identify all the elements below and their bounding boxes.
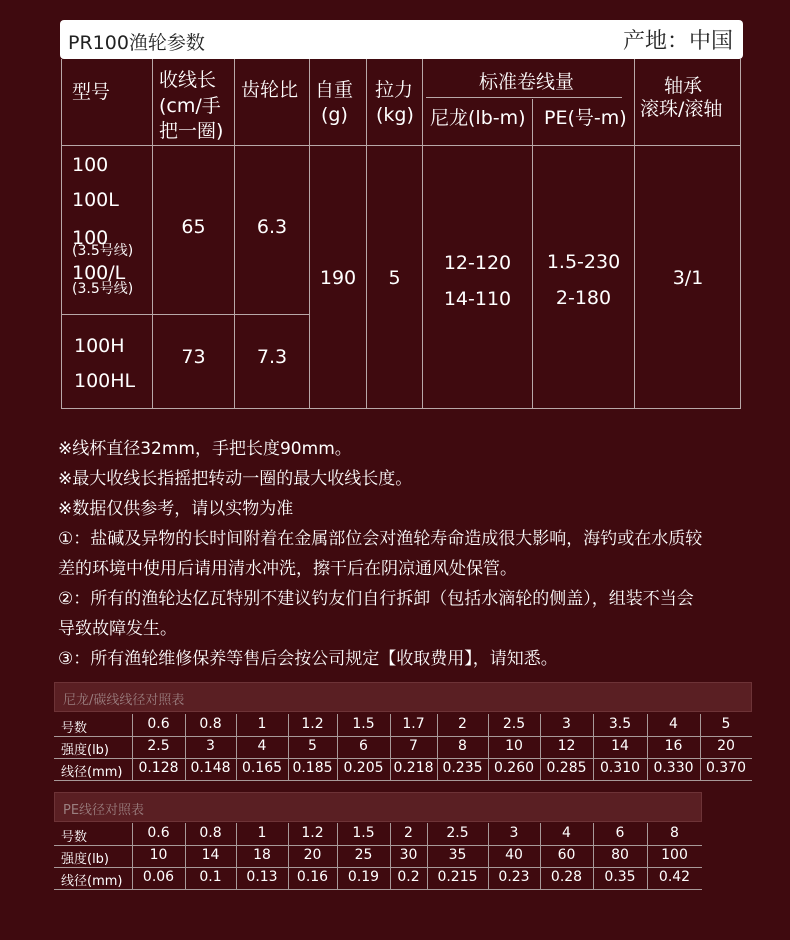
ref-row-label: 号数 [61,830,88,845]
ref-cell: 0.260 [493,760,535,776]
spec-col-divider [309,59,310,409]
ref-row-divider [54,867,702,868]
header-gear-ratio: 齿轮比 [241,79,299,101]
retrieve-value: 65 [181,216,206,238]
ref-cell: 0.28 [550,869,583,885]
spec-header-bar [60,20,743,59]
ref-cell: 2.5 [446,825,469,841]
model-100l: 100L [72,189,119,211]
ref-cell: 0.06 [142,869,175,885]
model-100h: 100H [74,335,125,357]
ref-cell: 10 [149,847,168,863]
header-nylon: 尼龙(lb-m) [430,107,526,129]
ref-cell: 0.165 [241,760,283,776]
header-weight-line1: 自重 [315,79,354,101]
ref-cell: 4 [257,738,267,754]
pe-table-title-bar [54,792,702,822]
ref-cell: 60 [557,847,576,863]
ref-cell: 20 [717,738,735,754]
retrieve-value: 73 [181,346,206,368]
ref-cell: 0.370 [705,760,747,776]
spec-col-divider [634,59,635,409]
ref-cell: 6 [359,738,368,754]
ref-row-divider [54,845,702,846]
gear-ratio-value: 7.3 [256,346,288,368]
ref-cell: 16 [664,738,683,754]
origin-label: 产地：中国 [622,29,733,54]
ref-cell: 14 [611,738,629,754]
ref-cell: 0.23 [498,869,530,885]
ref-cell: 0.6 [147,825,170,841]
ref-row-divider [54,780,752,781]
ref-cell: 1.2 [301,825,324,841]
spec-col-divider [366,59,367,409]
ref-cell: 18 [253,847,271,863]
drag-value: 5 [388,267,401,289]
ref-cell: 0.285 [546,760,587,776]
spec-title: PR100渔轮参数 [68,32,205,54]
note-repair-fee: ③：所有渔轮维修保养等售后会按公司规定【收取费用】，请知悉。 [58,649,558,669]
note-disassembly-1: ②：所有的渔轮达亿瓦特别不建议钓友们自行拆卸（包括水滴轮的侧盖），组装不当会 [58,589,694,609]
ref-cell: 0.19 [347,869,380,885]
ref-cell: 0.205 [343,760,384,776]
nylon-table-title-bar [54,682,752,712]
header-retrieve-line1: 收线长 [159,69,217,91]
ref-cell: 8 [458,738,467,754]
model-100: 100 [72,154,109,176]
header-capacity: 标准卷线量 [479,71,575,93]
ref-row-label: 号数 [61,721,88,736]
header-weight-line2: (g) [321,104,348,126]
weight-value: 190 [319,267,357,289]
ref-cell: 1 [257,716,267,732]
ref-cell: 1.5 [352,825,375,841]
ref-cell: 2.5 [147,738,170,754]
ref-cell: 1.5 [352,716,375,732]
ref-cell: 0.8 [199,716,222,732]
ref-cell: 1.2 [301,716,324,732]
header-retrieve-line2: (cm/手 [159,95,221,117]
capacity-underline [426,97,622,98]
note-reference-only: ※数据仅供参考，请以实物为准 [58,499,294,519]
ref-cell: 0.8 [199,825,222,841]
ref-row-label: 线径(mm) [61,765,123,780]
header-drag-line2: (kg) [376,104,414,126]
ref-cell: 1 [257,825,267,841]
ref-cell: 0.330 [653,760,694,776]
ref-row-divider [54,889,702,890]
note-maintenance-2: 差的环境中使用后请用清水冲洗，擦干后在阴凉通风处保管。 [58,559,517,579]
note-maintenance-1: ①：盐碱及异物的长时间附着在金属部位会对渔轮寿命造成很大影响，海钓或在水质较 [58,529,703,549]
ref-cell: 0.310 [599,760,641,776]
ref-cell: 0.218 [393,760,434,776]
ref-cell: 10 [505,738,523,754]
model-100-35: 100 [72,227,109,249]
ref-cell: 0.1 [199,869,222,885]
ref-cell: 0.185 [292,760,333,776]
spec-header-divider [61,145,741,146]
ref-cell: 6 [615,825,625,841]
ref-cell: 80 [611,847,629,863]
note-max-retrieve: ※最大收线长指摇把转动一圈的最大收线长度。 [58,469,413,489]
ref-cell: 20 [303,847,322,863]
header-model: 型号 [72,81,111,103]
spec-col-divider [422,59,423,409]
model-note: (3.5号线) [72,243,134,259]
ref-cell: 3 [562,716,571,732]
ref-row-label: 强度(lb) [61,743,110,758]
ref-cell: 2 [458,716,467,732]
ref-cell: 12 [557,738,576,754]
ref-cell: 8 [670,825,679,841]
model-note: (3.5号线) [72,281,134,297]
ref-cell: 5 [308,738,317,754]
ref-cell: 0.6 [147,716,170,732]
ref-cell: 0.13 [246,869,278,885]
ref-cell: 0.128 [138,760,179,776]
ref-cell: 4 [562,825,571,841]
ref-cell: 14 [201,847,220,863]
ref-cell: 0.16 [296,869,329,885]
ref-cell: 0.148 [190,760,231,776]
nylon-capacity-1: 12-120 [443,252,512,274]
pe-capacity-1: 1.5-230 [546,251,621,273]
model-100-l-35: 100/L [72,262,126,284]
ref-cell: 0.235 [442,760,483,776]
header-bearing-line1: 轴承 [664,75,703,97]
ref-cell: 4 [669,716,678,732]
ref-cell: 0.215 [437,869,478,885]
nylon-table-title: 尼龙/碳线线径对照表 [63,693,185,708]
note-disassembly-2: 导致故障发生。 [58,619,177,639]
pe-capacity-2: 2-180 [555,287,612,309]
ref-cell: 35 [448,847,467,863]
header-retrieve-line3: 把一圈) [159,120,224,142]
ref-cell: 5 [721,716,731,732]
ref-cell: 3 [509,825,519,841]
ref-cell: 2 [404,825,413,841]
ref-cell: 0.2 [397,869,420,885]
bearing-value: 3/1 [672,267,704,289]
ref-cell: 0.35 [604,869,636,885]
pe-table-title: PE线径对照表 [63,803,145,818]
gear-ratio-value: 6.3 [256,216,288,238]
ref-cell: 2.5 [502,716,526,732]
header-bearing-line2: 滚珠/滚轴 [640,98,723,120]
nylon-capacity-2: 14-110 [443,288,512,310]
ref-cell: 1.7 [402,716,425,732]
ref-cell: 30 [399,847,418,863]
ref-cell: 40 [505,847,523,863]
spec-group-divider [61,314,309,315]
model-100hl: 100HL [74,370,136,392]
ref-cell: 25 [354,847,373,863]
ref-cell: 3.5 [608,716,632,732]
ref-cell: 0.42 [658,869,691,885]
note-spool-diameter: ※线杯直径32mm，手把长度90mm。 [58,439,352,459]
ref-cell: 7 [409,738,418,754]
ref-cell: 3 [206,738,215,754]
ref-row-label: 线径(mm) [61,874,123,889]
header-pe: PE(号-m) [544,107,627,129]
ref-row-label: 强度(lb) [61,852,110,867]
header-drag-line1: 拉力 [375,79,414,101]
ref-cell: 100 [661,847,688,863]
